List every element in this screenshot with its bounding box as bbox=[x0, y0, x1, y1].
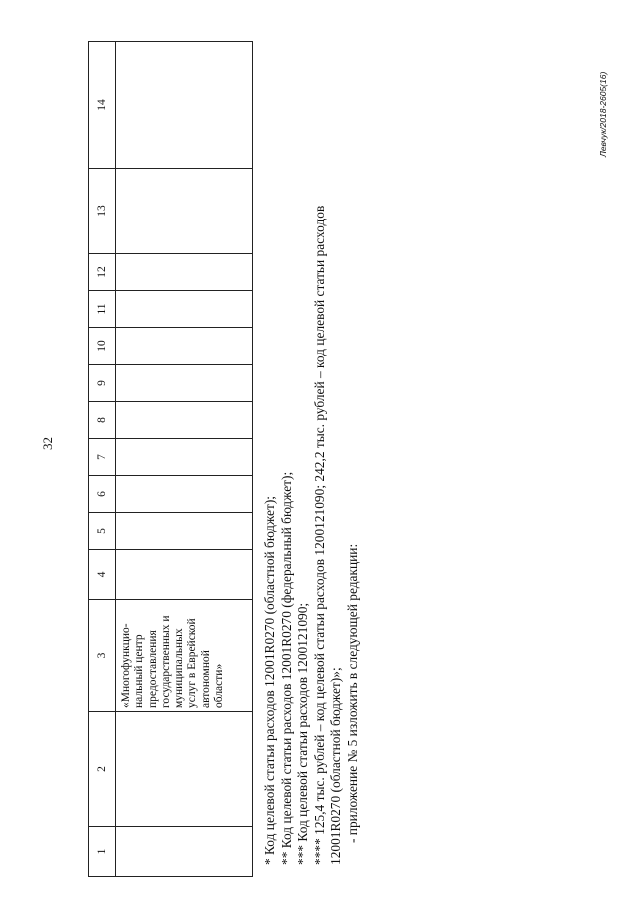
footnote: ** Код целевой статьи расходов 12001R0270 (федеральный бюджет); bbox=[278, 471, 294, 865]
table-cell bbox=[116, 169, 253, 254]
column-number: 9 bbox=[89, 365, 116, 402]
table-cell bbox=[116, 513, 253, 550]
column-number: 11 bbox=[89, 291, 116, 328]
column-number: 12 bbox=[89, 254, 116, 291]
column-number: 3 bbox=[89, 600, 116, 712]
table-cell bbox=[116, 600, 253, 712]
column-number: 1 bbox=[89, 827, 116, 877]
table-cell bbox=[116, 476, 253, 513]
footnote: **** 125,4 тыс. рублей – код целевой статьи расходов 1200121090; 242,2 тыс. рублей – код целевой статьи расходов bbox=[311, 205, 327, 865]
table-cell bbox=[116, 439, 253, 476]
column-number: 8 bbox=[89, 402, 116, 439]
table-cell bbox=[116, 254, 253, 291]
table-cell bbox=[116, 328, 253, 365]
column-number: 5 bbox=[89, 513, 116, 550]
organization-name: «Многофункцио- нальный центр предоставления государственных и муниципальных услуг в Еврейской автономной области» bbox=[120, 615, 226, 708]
page-number: 32 bbox=[40, 437, 55, 450]
column-number: 10 bbox=[89, 328, 116, 365]
column-number: 2 bbox=[89, 712, 116, 827]
column-number: 13 bbox=[89, 169, 116, 254]
footnote: 12001R0270 (областной бюджет)»; bbox=[328, 667, 344, 865]
table-row bbox=[116, 42, 253, 877]
footer-code: Левчук/2018-2605(16) bbox=[598, 71, 608, 157]
column-number: 7 bbox=[89, 439, 116, 476]
table-cell bbox=[116, 827, 253, 877]
table-cell bbox=[116, 402, 253, 439]
table-header-row bbox=[89, 42, 116, 877]
table-cell bbox=[116, 365, 253, 402]
column-number: 6 bbox=[89, 476, 116, 513]
footnotes bbox=[262, 65, 362, 865]
column-number: 14 bbox=[89, 42, 116, 169]
column-number: 4 bbox=[89, 550, 116, 600]
footnote: *** Код целевой статьи расходов 1200121090; bbox=[295, 602, 311, 865]
footnote-instruction: - приложение № 5 изложить в следующей редакции: bbox=[344, 543, 360, 843]
data-table bbox=[88, 41, 253, 877]
table-cell bbox=[116, 550, 253, 600]
table-cell bbox=[116, 291, 253, 328]
footnote: * Код целевой статьи расходов 12001R0270 (областной бюджет); bbox=[262, 495, 277, 865]
table-cell bbox=[116, 712, 253, 827]
table-cell bbox=[116, 42, 253, 169]
